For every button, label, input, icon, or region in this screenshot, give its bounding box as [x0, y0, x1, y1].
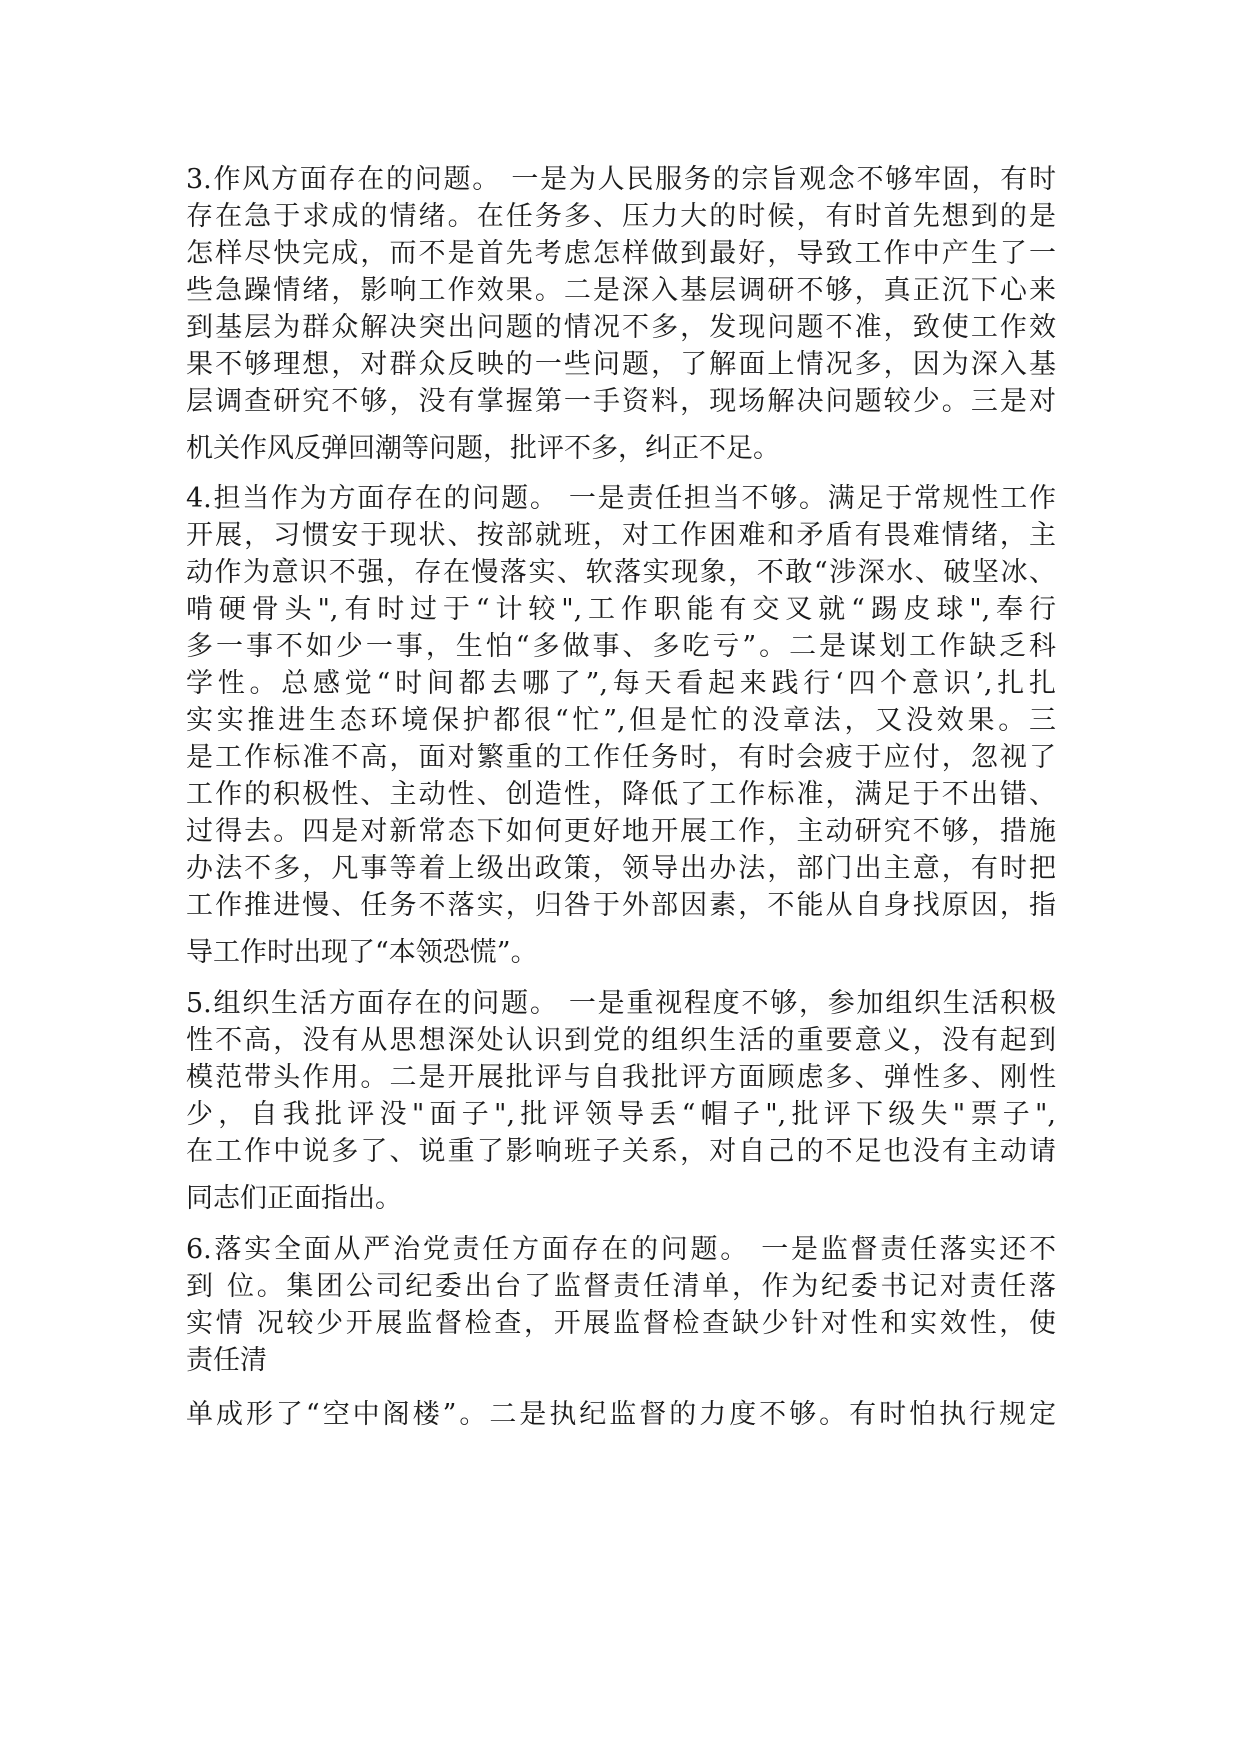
text-line: 单成形了“空中阁楼”。二是执纪监督的力度不够。有时怕执行规定	[186, 1399, 1056, 1430]
text-line: 实情 况较少开展监督检查，开展监督检查缺少针对性和实效性，使	[186, 1308, 1056, 1339]
text-line: 办法不多，凡事等着上级出政策，领导出办法，部门出主意，有时把	[186, 853, 1056, 884]
text-line: 5.组织生活方面存在的问题。 一是重视程度不够，参加组织生活积极	[186, 988, 1056, 1019]
text-line: 些急躁情绪，影响工作效果。二是深入基层调研不够，真正沉下心来	[186, 275, 1056, 306]
text-line: 怎样尽快完成，而不是首先考虑怎样做到最好，导致工作中产生了一	[186, 238, 1056, 269]
text-line: 存在急于求成的情绪。在任务多、压力大的时候，有时首先想到的是	[186, 201, 1056, 232]
text-line: 层调查研究不够，没有掌握第一手资料，现场解决问题较少。三是对	[186, 386, 1056, 417]
text-line: 是工作标准不高，面对繁重的工作任务时，有时会疲于应付，忽视了	[186, 742, 1056, 773]
text-line: 学性。总感觉“时间都去哪了”,每天看起来践行‘四个意识’,扎扎	[186, 668, 1056, 699]
text-line: 工作推进慢、任务不落实，归咎于外部因素，不能从自身找原因，指	[186, 890, 1056, 921]
text-line: 少，自我批评没"面子",批评领导丢“帽子",批评下级失"票子",	[186, 1099, 1056, 1130]
text-line: 多一事不如少一事，生怕“多做事、多吃亏”。二是谋划工作缺乏科	[186, 631, 1056, 662]
text-line: 6.落实全面从严治党责任方面存在的问题。 一是监督责任落实还不	[186, 1234, 1056, 1265]
text-line: 果不够理想，对群众反映的一些问题，了解面上情况多，因为深入基	[186, 349, 1056, 380]
text-line: 同志们正面指出。	[186, 1183, 402, 1214]
text-line: 开展，习惯安于现状、按部就班，对工作困难和矛盾有畏难情绪，主	[186, 520, 1056, 551]
text-line: 啃硬骨头",有时过于“计较",工作职能有交叉就“踢皮球",奉行	[186, 594, 1056, 625]
text-line: 工作的积极性、主动性、创造性，降低了工作标准，满足于不出错、	[186, 779, 1056, 810]
text-line: 到基层为群众解决突出问题的情况不多，发现问题不准，致使工作效	[186, 312, 1056, 343]
text-line: 模范带头作用。二是开展批评与自我批评方面顾虑多、弹性多、刚性	[186, 1062, 1056, 1093]
text-line: 在工作中说多了、说重了影响班子关系，对自己的不足也没有主动请	[186, 1136, 1056, 1167]
text-line: 动作为意识不强，存在慢落实、软落实现象，不敢“涉深水、破坚冰、	[186, 557, 1056, 588]
text-line: 实实推进生态环境保护都很“忙”,但是忙的没章法，又没效果。三	[186, 705, 1056, 736]
text-line: 到 位。集团公司纪委出台了监督责任清单，作为纪委书记对责任落	[186, 1271, 1056, 1302]
text-line: 机关作风反弹回潮等问题，批评不多，纠正不足。	[186, 433, 780, 464]
text-line: 责任清	[186, 1345, 267, 1376]
text-line: 过得去。四是对新常态下如何更好地开展工作，主动研究不够，措施	[186, 816, 1056, 847]
text-line: 3.作风方面存在的问题。 一是为人民服务的宗旨观念不够牢固，有时	[186, 164, 1056, 195]
text-line: 导工作时出现了“本领恐慌”。	[186, 937, 538, 968]
text-line: 4.担当作为方面存在的问题。 一是责任担当不够。满足于常规性工作	[186, 483, 1056, 514]
text-line: 性不高，没有从思想深处认识到党的组织生活的重要意义，没有起到	[186, 1025, 1056, 1056]
